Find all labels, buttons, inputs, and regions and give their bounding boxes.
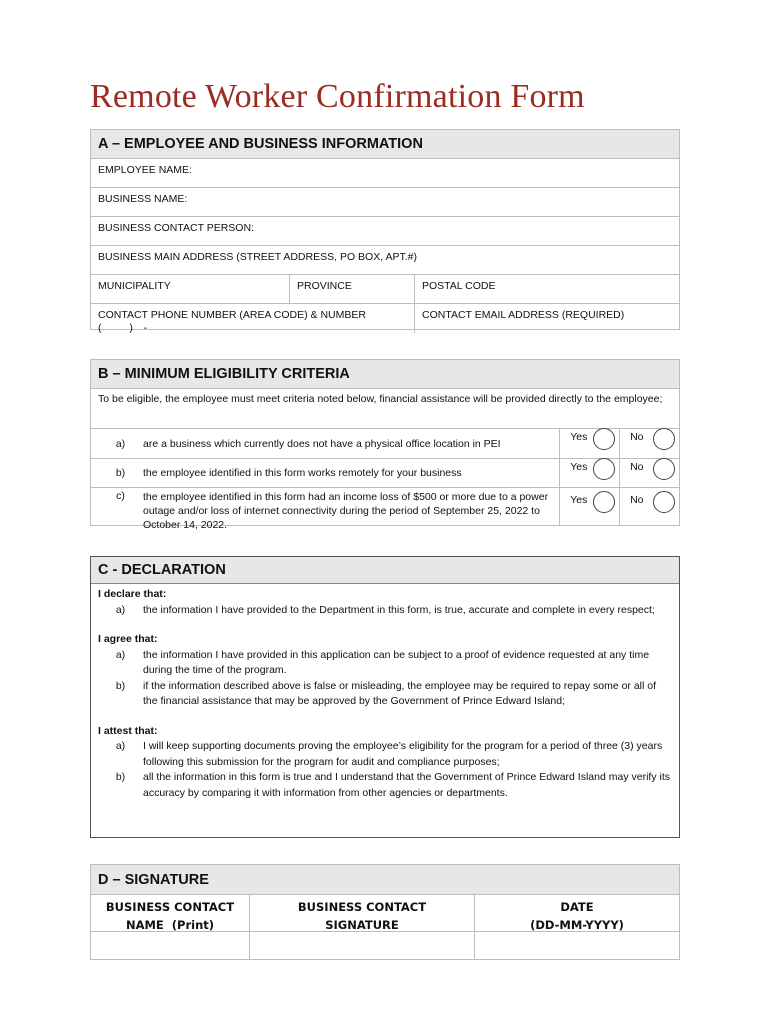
postal-code-label: POSTAL CODE (422, 280, 496, 292)
employee-name-label: EMPLOYEE NAME: (98, 164, 192, 176)
municipality-field[interactable] (91, 275, 289, 303)
business-name-field[interactable] (91, 188, 679, 217)
no-option[interactable] (619, 429, 679, 458)
eligibility-intro: To be eligible, the employee must meet criteria noted below, financial assistance will be provided directly to the employee; (91, 389, 679, 429)
no-label: No (630, 431, 644, 443)
yes-radio[interactable] (593, 428, 615, 450)
date-input[interactable] (474, 932, 679, 960)
contact-person-field[interactable] (91, 217, 679, 246)
postal-code-field[interactable] (414, 275, 679, 303)
criterion-text: are a business which currently does not have a physical office location in PEI (143, 437, 501, 450)
contact-name-header: BUSINESS CONTACT NAME (Print) (91, 895, 249, 932)
no-radio[interactable] (653, 458, 675, 480)
business-name-label: BUSINESS NAME: (98, 193, 188, 205)
no-radio[interactable] (653, 491, 675, 513)
email-field[interactable] (414, 304, 679, 333)
yes-option[interactable] (559, 488, 619, 525)
criterion-text: the employee identified in this form had an income loss of $500 or more due to a power outage and/or loss of internet connectivity during the period of September 25, 2022 to October 14, 2022. (143, 491, 549, 531)
attestation-item: b) all the information in this form is true and I understand that the Government of Prince Edward Island may verify its accuracy by comparing it with information from other agencies or departments. (115, 771, 670, 799)
section-c-heading: C - DECLARATION (91, 557, 679, 584)
section-a-heading: A – EMPLOYEE AND BUSINESS INFORMATION (91, 130, 679, 159)
signature-header: BUSINESS CONTACT SIGNATURE (249, 895, 474, 932)
criterion-label: a) (115, 437, 126, 450)
section-b-heading: B – MINIMUM ELIGIBILITY CRITERIA (91, 360, 679, 389)
address-field[interactable] (91, 246, 679, 275)
criterion-row (91, 429, 679, 459)
employee-name-field[interactable] (91, 159, 679, 188)
yes-label: Yes (570, 431, 588, 443)
contact-name-input[interactable] (91, 932, 249, 960)
section-eligibility-criteria (90, 359, 680, 531)
section-employee-business-info (90, 129, 680, 334)
province-label: PROVINCE (297, 280, 352, 292)
criterion-label: b) (115, 467, 126, 479)
yes-label: Yes (570, 494, 588, 506)
form-title: Remote Worker Confirmation Form (90, 78, 585, 115)
criterion-row (91, 459, 679, 488)
municipality-label: MUNICIPALITY (98, 280, 171, 292)
section-declaration (90, 556, 680, 838)
declaration-item: a) the information I have provided to the Department in this form, is true, accurate and complete in every respect; (115, 603, 655, 616)
contact-row (91, 304, 679, 333)
yes-option[interactable] (559, 459, 619, 487)
no-option[interactable] (619, 459, 679, 487)
yes-radio[interactable] (593, 458, 615, 480)
email-label: CONTACT EMAIL ADDRESS (REQUIRED) (422, 309, 625, 321)
attest-heading: I attest that: (98, 724, 158, 737)
section-d-heading: D – SIGNATURE (91, 865, 679, 895)
section-signature (90, 864, 680, 960)
yes-label: Yes (570, 461, 588, 473)
attestation-item: a) I will keep supporting documents proving the employee’s eligibility for the program for a period of three (3) years following this submission for the program for audit and compliance purposes; (115, 740, 663, 768)
no-option[interactable] (619, 488, 679, 525)
location-row (91, 275, 679, 304)
phone-format: ( ) - (98, 322, 148, 334)
no-label: No (630, 494, 644, 506)
no-radio[interactable] (653, 428, 675, 450)
agree-heading: I agree that: (98, 633, 158, 645)
contact-person-label: BUSINESS CONTACT PERSON: (98, 222, 254, 234)
phone-label: CONTACT PHONE NUMBER (AREA CODE) & NUMBER (98, 309, 366, 321)
province-field[interactable] (289, 275, 414, 303)
signature-input[interactable] (249, 932, 474, 960)
declare-heading: I declare that: (98, 588, 167, 600)
criterion-text: the employee identified in this form works remotely for your business (143, 467, 462, 479)
date-header: DATE (DD-MM-YYYY) (474, 895, 679, 932)
criterion-label: c) (116, 490, 125, 502)
agreement-item: a) the information I have provided in this application can be subject to a proof of evidence requested at any time during the time of the program. (115, 648, 650, 676)
criterion-row (91, 488, 679, 531)
yes-radio[interactable] (593, 491, 615, 513)
agreement-item: b) if the information described above is false or misleading, the employee may be required to repay some or all of the financial assistance that may be approved by the Government of Prince Edward Island; (115, 679, 657, 707)
yes-option[interactable] (559, 429, 619, 458)
no-label: No (630, 461, 644, 473)
address-label: BUSINESS MAIN ADDRESS (STREET ADDRESS, PO BOX, APT.#) (98, 251, 417, 263)
phone-field[interactable] (91, 304, 414, 333)
